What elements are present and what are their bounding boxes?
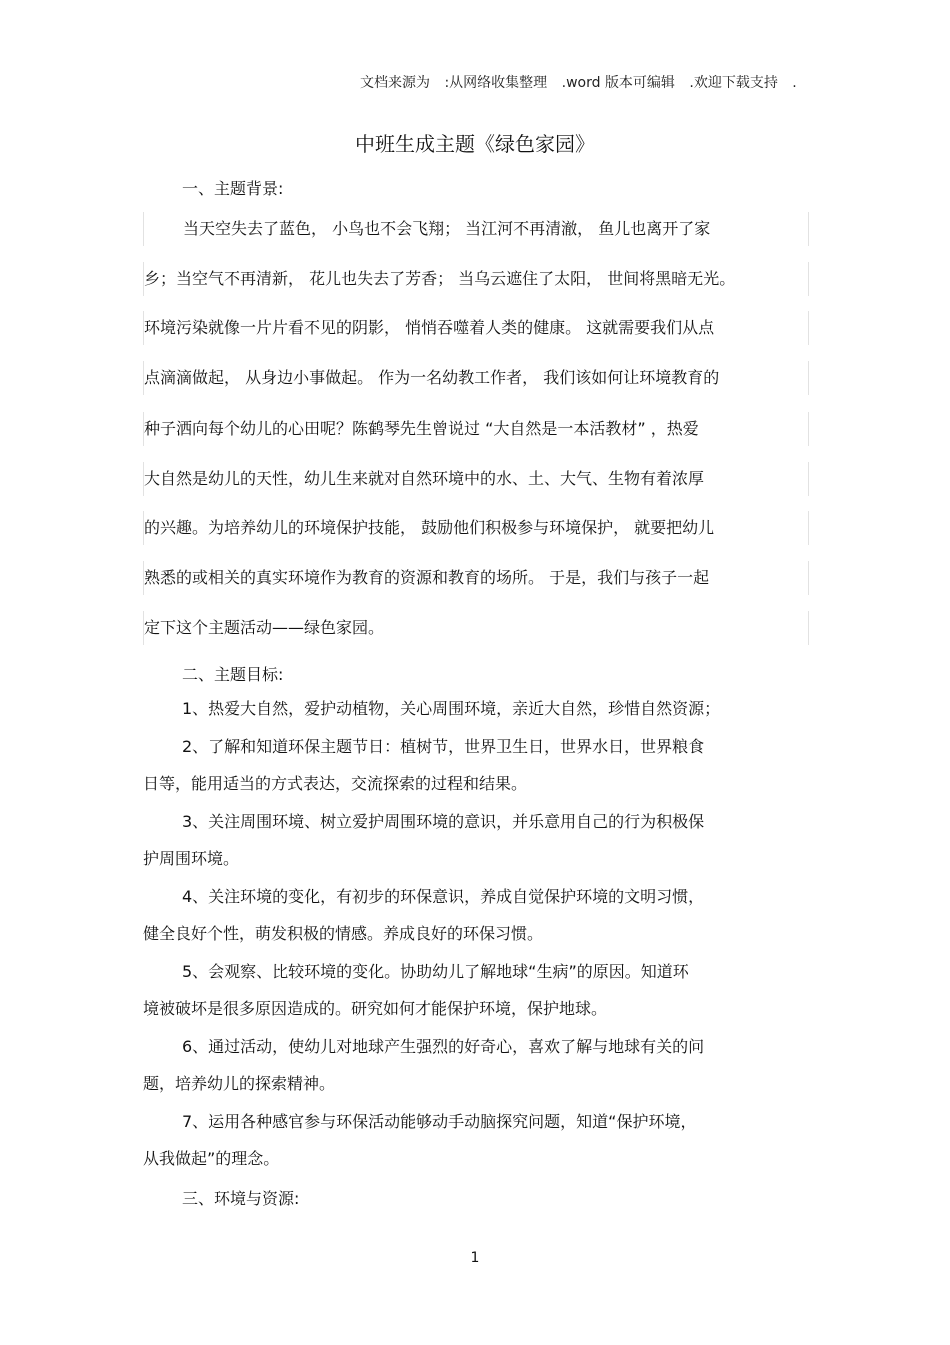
goal-line: 2、了解和知道环保主题节日：植树节，世界卫生日，世界水日，世界粮食 [182, 737, 705, 756]
paragraph-line: 乡；当空气不再清新， 花儿也失去了芳香； 当乌云遮住了太阳， 世间将黑暗无光。 [143, 262, 809, 296]
paragraph-line: 熟悉的或相关的真实环境作为教育的资源和教育的场所。 于是，我们与孩子一起 [143, 561, 809, 595]
document-source-header [360, 72, 807, 92]
goal-line: 从我做起”的理念。 [143, 1149, 280, 1168]
paragraph-line: 的兴趣。为培养幼儿的环境保护技能， 鼓励他们积极参与环境保护， 就要把幼儿 [143, 511, 809, 545]
goal-line: 5、会观察、比较环境的变化。协助幼儿了解地球“生病”的原因。知道环 [182, 962, 689, 981]
goal-line: 6、通过活动，使幼儿对地球产生强烈的好奇心，喜欢了解与地球有关的问 [182, 1037, 705, 1056]
goal-line: 境被破坏是很多原因造成的。研究如何才能保护环境，保护地球。 [143, 999, 608, 1018]
paragraph-line: 当天空失去了蓝色， 小鸟也不会飞翔； 当江河不再清澈， 鱼儿也离开了家 [143, 212, 809, 246]
page-number: 1 [470, 1250, 480, 1266]
header-part: . [792, 75, 797, 91]
goal-item [143, 728, 783, 802]
header-part: .欢迎下载支持 [689, 75, 778, 91]
paragraph-line: 大自然是幼儿的天性，幼儿生来就对自然环境中的水、土、大气、生物有着浓厚 [143, 462, 809, 496]
goal-item [143, 1103, 783, 1177]
section-heading-goals: 二、主题目标: [182, 665, 284, 684]
document-title: 中班生成主题《绿色家园》 [355, 132, 595, 156]
goal-line: 健全良好个性，萌发积极的情感。养成良好的环保习惯。 [143, 924, 544, 943]
goal-item [143, 953, 783, 1027]
goal-line: 3、关注周围环境、树立爱护周围环境的意识，并乐意用自己的行为积极保 [182, 812, 705, 831]
goal-item [143, 878, 783, 952]
header-part: 文档来源为 [360, 75, 430, 91]
goal-item [143, 690, 783, 727]
section-heading-resources: 三、环境与资源: [182, 1189, 300, 1208]
goal-line: 护周围环境。 [143, 849, 240, 868]
goal-line: 日等，能用适当的方式表达，交流探索的过程和结果。 [143, 774, 528, 793]
paragraph-line: 环境污染就像一片片看不见的阴影， 悄悄吞噬着人类的健康。 这就需要我们从点 [143, 311, 809, 345]
header-part: :从网络收集整理 [444, 75, 548, 91]
paragraph-line: 种子洒向每个幼儿的心田呢？陈鹤琴先生曾说过 “大自然是一本活教材” ，热爱 [143, 412, 809, 446]
goal-line: 1、热爱大自然，爱护动植物，关心周围环境，亲近大自然，珍惜自然资源； [182, 699, 721, 718]
paragraph-line: 定下这个主题活动——绿色家园。 [143, 611, 809, 645]
section-heading-background: 一、主题背景: [182, 179, 284, 198]
goal-item [143, 803, 783, 877]
goal-line: 7、运用各种感官参与环保活动能够动手动脑探究问题，知道“保护环境， [182, 1112, 697, 1131]
paragraph-line: 点滴滴做起， 从身边小事做起。 作为一名幼教工作者， 我们该如何让环境教育的 [143, 361, 809, 395]
goal-line: 4、关注环境的变化，有初步的环保意识，养成自觉保护环境的文明习惯， [182, 887, 705, 906]
goal-item [143, 1028, 783, 1102]
header-part: .word 版本可编辑 [561, 75, 675, 91]
goal-line: 题，培养幼儿的探索精神。 [143, 1074, 336, 1093]
